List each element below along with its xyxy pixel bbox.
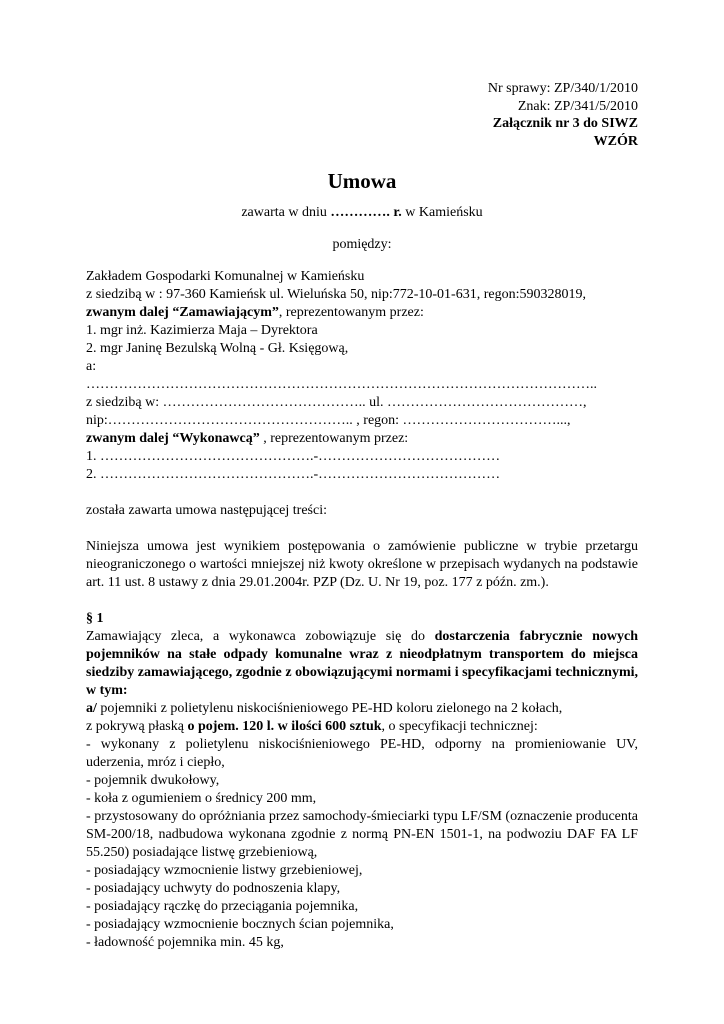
spec-material: - wykonany z polietylenu niskociśnieniowego PE-HD, odporny na promieniowanie UV, uderzenia, mróz i ciepło,: [86, 737, 638, 770]
ordering-party-name: Zakładem Gospodarki Komunalnej w Kamieńsku: [86, 269, 365, 284]
ordering-party-block: [86, 268, 638, 376]
template-label: WZÓR: [593, 133, 638, 149]
spec-side-reinforcement: - posiadający wzmocnienie bocznych ścian pojemnika,: [86, 917, 394, 932]
section-1-lead: Zamawiający zleca, a wykonawca zobowiązuje się do dostarczenia fabrycznie nowych pojemników na stałe odpady komunalne wraz z nieodpłatnym transportem do miejsca siedziby zamawiającego, zgodnie z obowiązującymi normami i specyfikacjami technicznymi, w tym:: [86, 629, 638, 698]
spec-comb-reinforcement: - posiadający wzmocnienie listwy grzebieniowej,: [86, 863, 363, 878]
ordering-party-rep-2: 2. mgr Janinę Bezulską Wolną - Gł. Księgową,: [86, 341, 349, 356]
contractor-alias: zwanym dalej “Wykonawcą” , reprezentowanym przez:: [86, 431, 409, 446]
spec-wheels: - pojemnik dwukołowy,: [86, 773, 220, 788]
spec-tyres: - koła z ogumieniem o średnicy 200 mm,: [86, 791, 317, 806]
attachment-label: Załącznik nr 3 do SIWZ: [492, 116, 638, 131]
ordering-party-address: z siedzibą w : 97-360 Kamieńsk ul. Wieluńska 50, nip:772-10-01-631, regon:590328019,: [86, 287, 586, 302]
spec-capacity: - ładowność pojemnika min. 45 kg,: [86, 935, 284, 950]
case-number: Nr sprawy: ZP/340/1/2010: [487, 81, 638, 96]
section-1-heading: § 1: [86, 611, 104, 626]
contract-date: …………. r.: [330, 205, 402, 220]
contractor-name-blank: ………………………………………………………………………………………………..: [86, 377, 597, 392]
spec-lid-handles: - posiadający uchwyty do podnoszenia klapy,: [86, 881, 341, 896]
contractor-nip-regon-blank: nip:…………………………………………….. , regon: ……………………………...,: [86, 413, 571, 428]
concluded-line: zawarta w dniu …………. r. w Kamieńsku: [241, 205, 483, 220]
intro-line: została zawarta umowa następującej treści:: [86, 503, 327, 518]
document-page: [86, 80, 638, 952]
legal-basis-paragraph: Niniejsza umowa jest wynikiem postępowania o zamówienie publiczne w trybie przetargu nieograniczonego o wartości mniejszej niż kwoty określone w przepisach wydanych na podstawie art. 11 ust. 8 ustawy z dnia 29.01.2004r. PZP (Dz. U. Nr 19, poz. 177 z późn. zm.).: [86, 539, 638, 590]
document-header: [86, 80, 638, 150]
contractor-rep-2-blank: 2. ……………………………………….-…………………………………: [86, 467, 501, 482]
between-label: pomiędzy:: [332, 237, 392, 252]
ordering-party-alias: zwanym dalej “Zamawiającym”, reprezentowanym przez:: [86, 305, 424, 320]
item-a-line-1: a/ pojemniki z polietylenu niskociśnieniowego PE-HD koloru zielonego na 2 kołach,: [86, 701, 563, 716]
contractor-block: [86, 376, 638, 484]
spec-pull-handle: - posiadający rączkę do przeciągania pojemnika,: [86, 899, 359, 914]
reference-sign: Znak: ZP/341/5/2010: [517, 98, 638, 114]
contractor-address-blank: z siedzibą w: …………………………………….. ul. ……………………………………,: [86, 395, 587, 410]
item-a-line-2: z pokrywą płaską o pojem. 120 l. w ilości 600 sztuk, o specyfikacji technicznej:: [86, 719, 538, 734]
document-title: Umowa: [327, 169, 397, 193]
section-1: [86, 610, 638, 952]
and-label: a:: [86, 359, 97, 374]
spec-compatibility: - przystosowany do opróżniania przez samochody-śmieciarki typu LF/SM (oznaczenie producenta SM-200/18, nadbudowa wykonana zgodnie z normą PN-EN 1501-1, na podwoziu DAF FA LF 55.250) posiadające listwę grzebieniową,: [86, 809, 638, 860]
contractor-rep-1-blank: 1. ……………………………………….-…………………………………: [86, 449, 501, 464]
ordering-party-rep-1: 1. mgr inż. Kazimierza Maja – Dyrektora: [86, 323, 318, 338]
